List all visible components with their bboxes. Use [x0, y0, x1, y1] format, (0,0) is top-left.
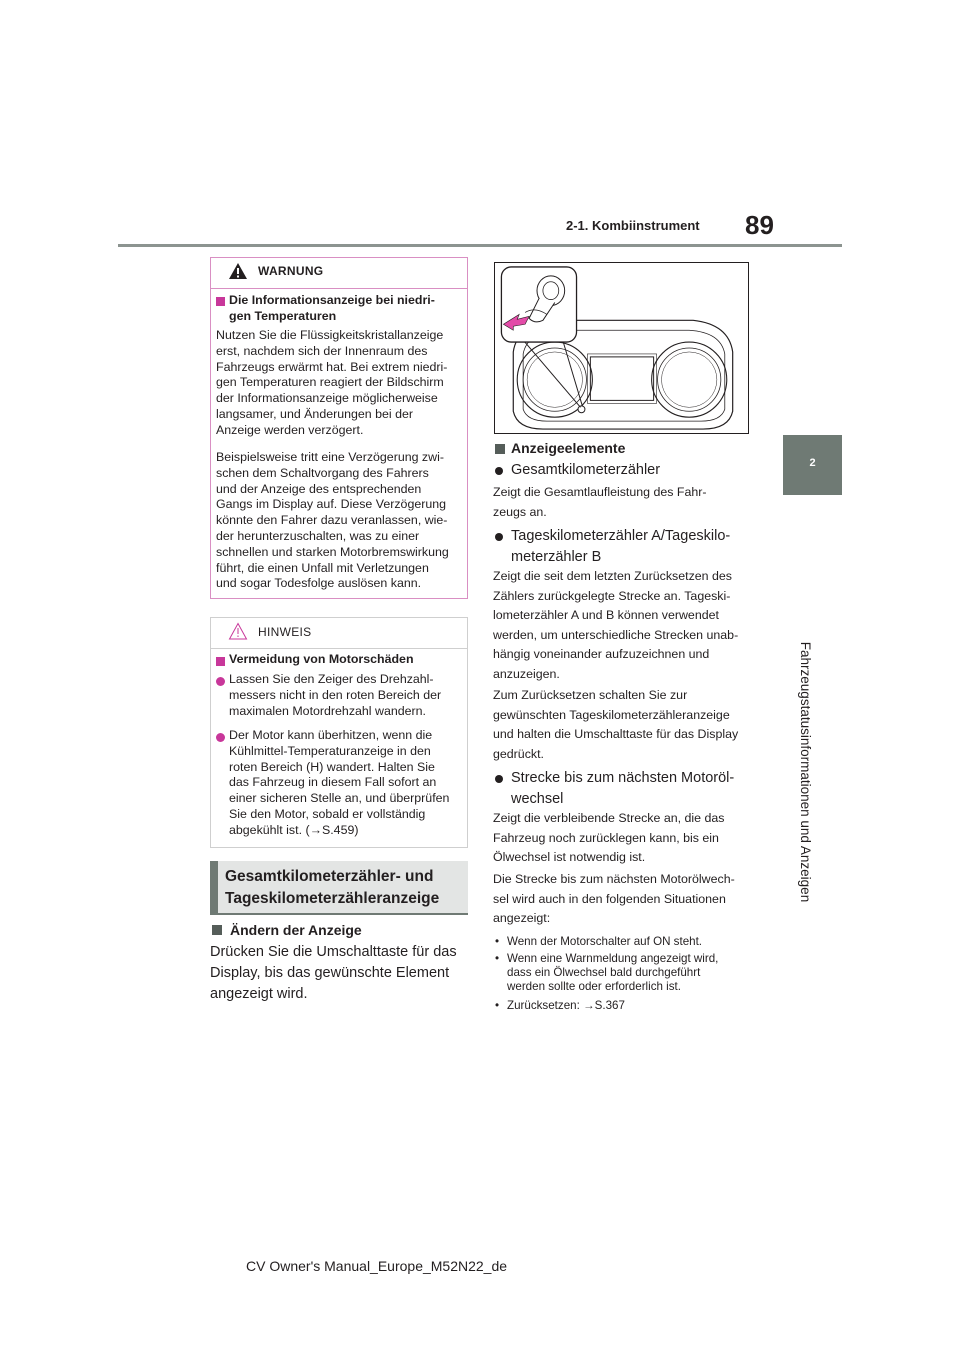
trip-text: Zeigt die seit dem letzten Zurücksetzen des Zählers zurückgelegte Strecke an. Tageski- lometerzähler A und B können verwendet werden, um unterschiedliche Strecken unab- hängig voneinander aufzuzeichnen und anzuzeigen. [493, 569, 739, 681]
chapter-number: 2 [809, 457, 816, 469]
oil-text: Zeigt die verbleibende Strecke an, die das Fahrzeug noch zurücklegen kann, bis ein Ölwechsel ist notwendig ist. [493, 811, 725, 864]
section-heading-bar [210, 861, 218, 915]
section-title: Gesamtkilometerzähler- und Tageskilometerzähleranzeige [225, 868, 440, 907]
list-item: • Zurücksetzen: →S.367 [495, 999, 625, 1012]
warning-paragraph-1: Nutzen Sie die Flüssigkeitskristallanzeige erst, nachdem sich der Innenraum des Fahrzeugs erwärmt hat. Bei extrem niedri- gen Temperaturen reagiert der Bildschirm der Informationsanzeige möglicherweise langsamer, und Änderungen bei der Anzeige werden verzögert. [216, 328, 448, 437]
warning-heading: Die Informationsanzeige bei niedri- gen Temperaturen [229, 293, 435, 323]
display-items-bullet [495, 444, 505, 454]
header-rule [118, 244, 842, 247]
change-display-bullet [212, 925, 222, 935]
warning-triangle-icon [228, 262, 248, 280]
notice-title: HINWEIS [258, 625, 312, 639]
chapter-title: Fahrzeugstatusinformationen und Anzeigen [798, 641, 813, 903]
odometer-bullet [495, 467, 503, 475]
notice-item-2: Der Motor kann überhitzen, wenn die Kühlmittel-Temperaturanzeige in den roten Bereich (H) wandert. Halten Sie das Fahrzeug in diesem Fall sofort an einer sicheren Stelle an, und überprüfen Sie den Motor, sobald er vollständig abgekühlt ist. (→S.459) [229, 728, 450, 837]
page-number: 89 [745, 210, 774, 240]
trip-bullet [495, 533, 503, 541]
trip-reset-text: Zum Zurücksetzen schalten Sie zur gewünschten Tageskilometerzähleranzeige und halten die Umschalttaste für das Display gedrückt. [493, 688, 739, 761]
section-header: 2-1. Kombiinstrument [566, 218, 700, 233]
list-item: • Wenn eine Warnmeldung angezeigt wird, dass ein Ölwechsel bald durchgeführt werden sollte oder erforderlich ist. [495, 952, 719, 993]
instrument-cluster-illustration [494, 262, 749, 434]
oil-bullet-list [495, 935, 718, 1013]
display-items-heading: Anzeigeelemente [511, 440, 626, 456]
notice-round-bullet [216, 733, 225, 742]
notice-heading: Vermeidung von Motorschäden [229, 652, 414, 666]
warning-paragraph-2: Beispielsweise tritt eine Verzögerung zwi- schen dem Schaltvorgang des Fahrers und der Anzeige des entsprechenden Gangs im Display auf. Diese Verzögerung könnte den Fahrer dazu veranlassen, wie- der herunterzuschalten, was zu einer schnellen und starken Motorbremswirkung führt, die einen Unfall mit Verletzungen und sogar Todesfolge auslösen kann. [216, 450, 449, 591]
warning-title: WARNUNG [258, 264, 324, 278]
oil-bullet [495, 775, 503, 783]
notice-square-bullet [216, 657, 225, 666]
odometer-text: Zeigt die Gesamtlaufleistung des Fahr- zeugs an. [493, 485, 707, 519]
notice-header [211, 618, 467, 649]
oil-title: Strecke bis zum nächsten Motoröl- wechsel [511, 770, 735, 807]
change-display-text: Drücken Sie die Umschalttaste für das Display, bis das gewünschte Element angezeigt wird. [210, 944, 457, 1002]
list-item: • Wenn der Motorschalter auf ON steht. [495, 935, 703, 948]
notice-item-1: Lassen Sie den Zeiger des Drehzahl- messers nicht in den roten Bereich der maximalen Motordrehzahl wandern. [229, 672, 442, 718]
footer-text: CV Owner's Manual_Europe_M52N22_de [246, 1258, 508, 1274]
warning-square-bullet [216, 297, 225, 306]
trip-title: Tageskilometerzähler A/Tageskilo- meterzähler B [511, 528, 731, 565]
section-rule [210, 913, 468, 915]
caution-triangle-icon [228, 622, 248, 640]
change-display-heading: Ändern der Anzeige [230, 922, 362, 938]
notice-round-bullet [216, 677, 225, 686]
warning-header [211, 258, 467, 289]
odometer-title: Gesamtkilometerzähler [511, 462, 661, 478]
oil-situations-text: Die Strecke bis zum nächsten Motorölwech- sel wird auch in den folgenden Situationen angezeigt: [493, 872, 735, 925]
